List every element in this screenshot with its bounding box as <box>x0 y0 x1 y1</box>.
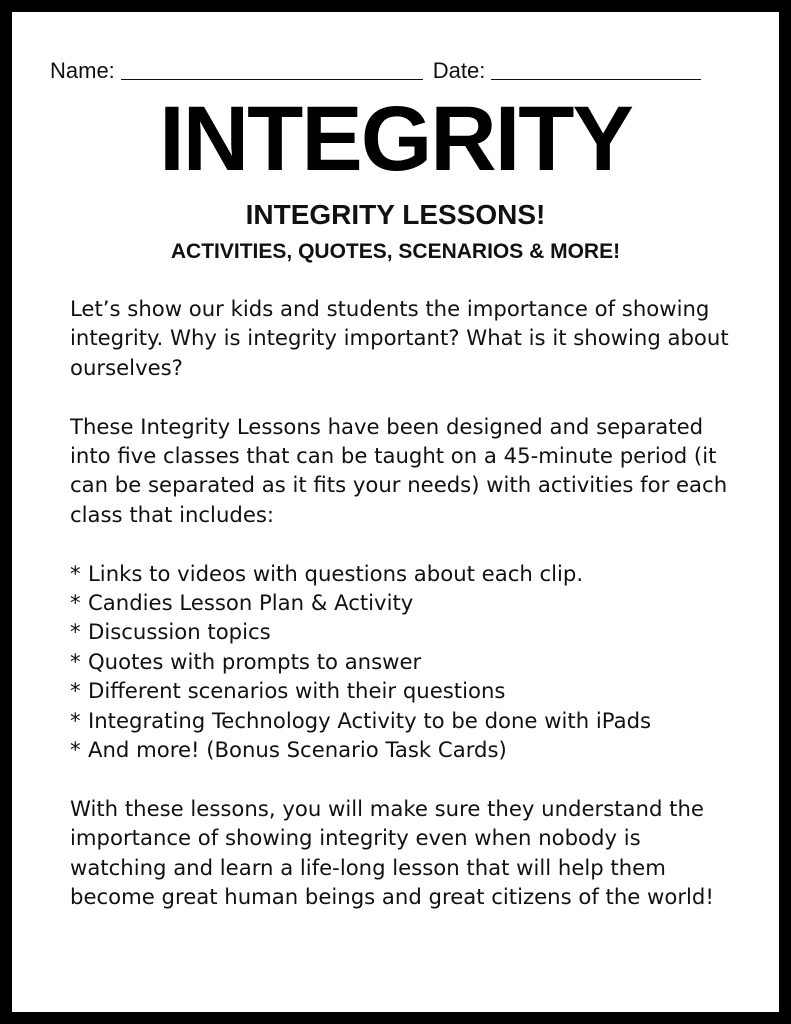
list-item-text: Links to videos with questions about each clip. <box>88 560 584 586</box>
name-label: Name: <box>50 58 115 83</box>
date-label: Date: <box>432 58 486 83</box>
page-tagline: ACTIVITIES, QUOTES, SCENARIOS & MORE! <box>170 240 621 263</box>
bullet-marker: * <box>70 678 81 704</box>
intro-paragraph: Let’s show our kids and students the importance of showing integrity. Why is integrity important? What is it showing about ourselves? <box>70 296 729 380</box>
list-item-text: Integrating Technology Activity to be done with iPads <box>88 707 652 733</box>
page-title: INTEGRITY <box>159 88 632 190</box>
bullet-marker: * <box>70 648 81 674</box>
bullet-marker: * <box>70 560 81 586</box>
page-subtitle: INTEGRITY LESSONS! <box>245 199 546 230</box>
bullet-marker: * <box>70 707 81 733</box>
list-item <box>70 588 730 617</box>
list-item <box>70 647 730 676</box>
activity-list <box>70 559 730 765</box>
list-item <box>70 706 730 735</box>
list-item <box>70 676 730 705</box>
list-item <box>70 617 730 646</box>
design-paragraph: These Integrity Lessons have been designed and separated into five classes that can be taught on a 45-minute period (it can be separated as it fits your needs) with activities for each class that includes: <box>70 413 728 527</box>
list-item <box>70 735 730 764</box>
bullet-marker: * <box>70 619 81 645</box>
list-item <box>70 559 730 588</box>
worksheet-page <box>12 12 779 1012</box>
bullet-marker: * <box>70 590 81 616</box>
bullet-marker: * <box>70 737 81 763</box>
name-date-row <box>50 54 740 84</box>
closing-paragraph: With these lessons, you will make sure they understand the importance of showing integrity even when nobody is watching and learn a life-long lesson that will help them become great human beings and great citizens of the world! <box>70 795 714 910</box>
body-text <box>70 294 730 941</box>
list-item-text: Different scenarios with their questions <box>88 678 506 704</box>
list-item-text: Quotes with prompts to answer <box>88 648 422 674</box>
list-item-text: And more! (Bonus Scenario Task Cards) <box>88 737 507 763</box>
list-item-text: Discussion topics <box>88 619 271 645</box>
date-blank-line <box>491 79 701 80</box>
list-item-text: Candies Lesson Plan & Activity <box>88 590 414 616</box>
name-blank-line <box>121 79 423 80</box>
